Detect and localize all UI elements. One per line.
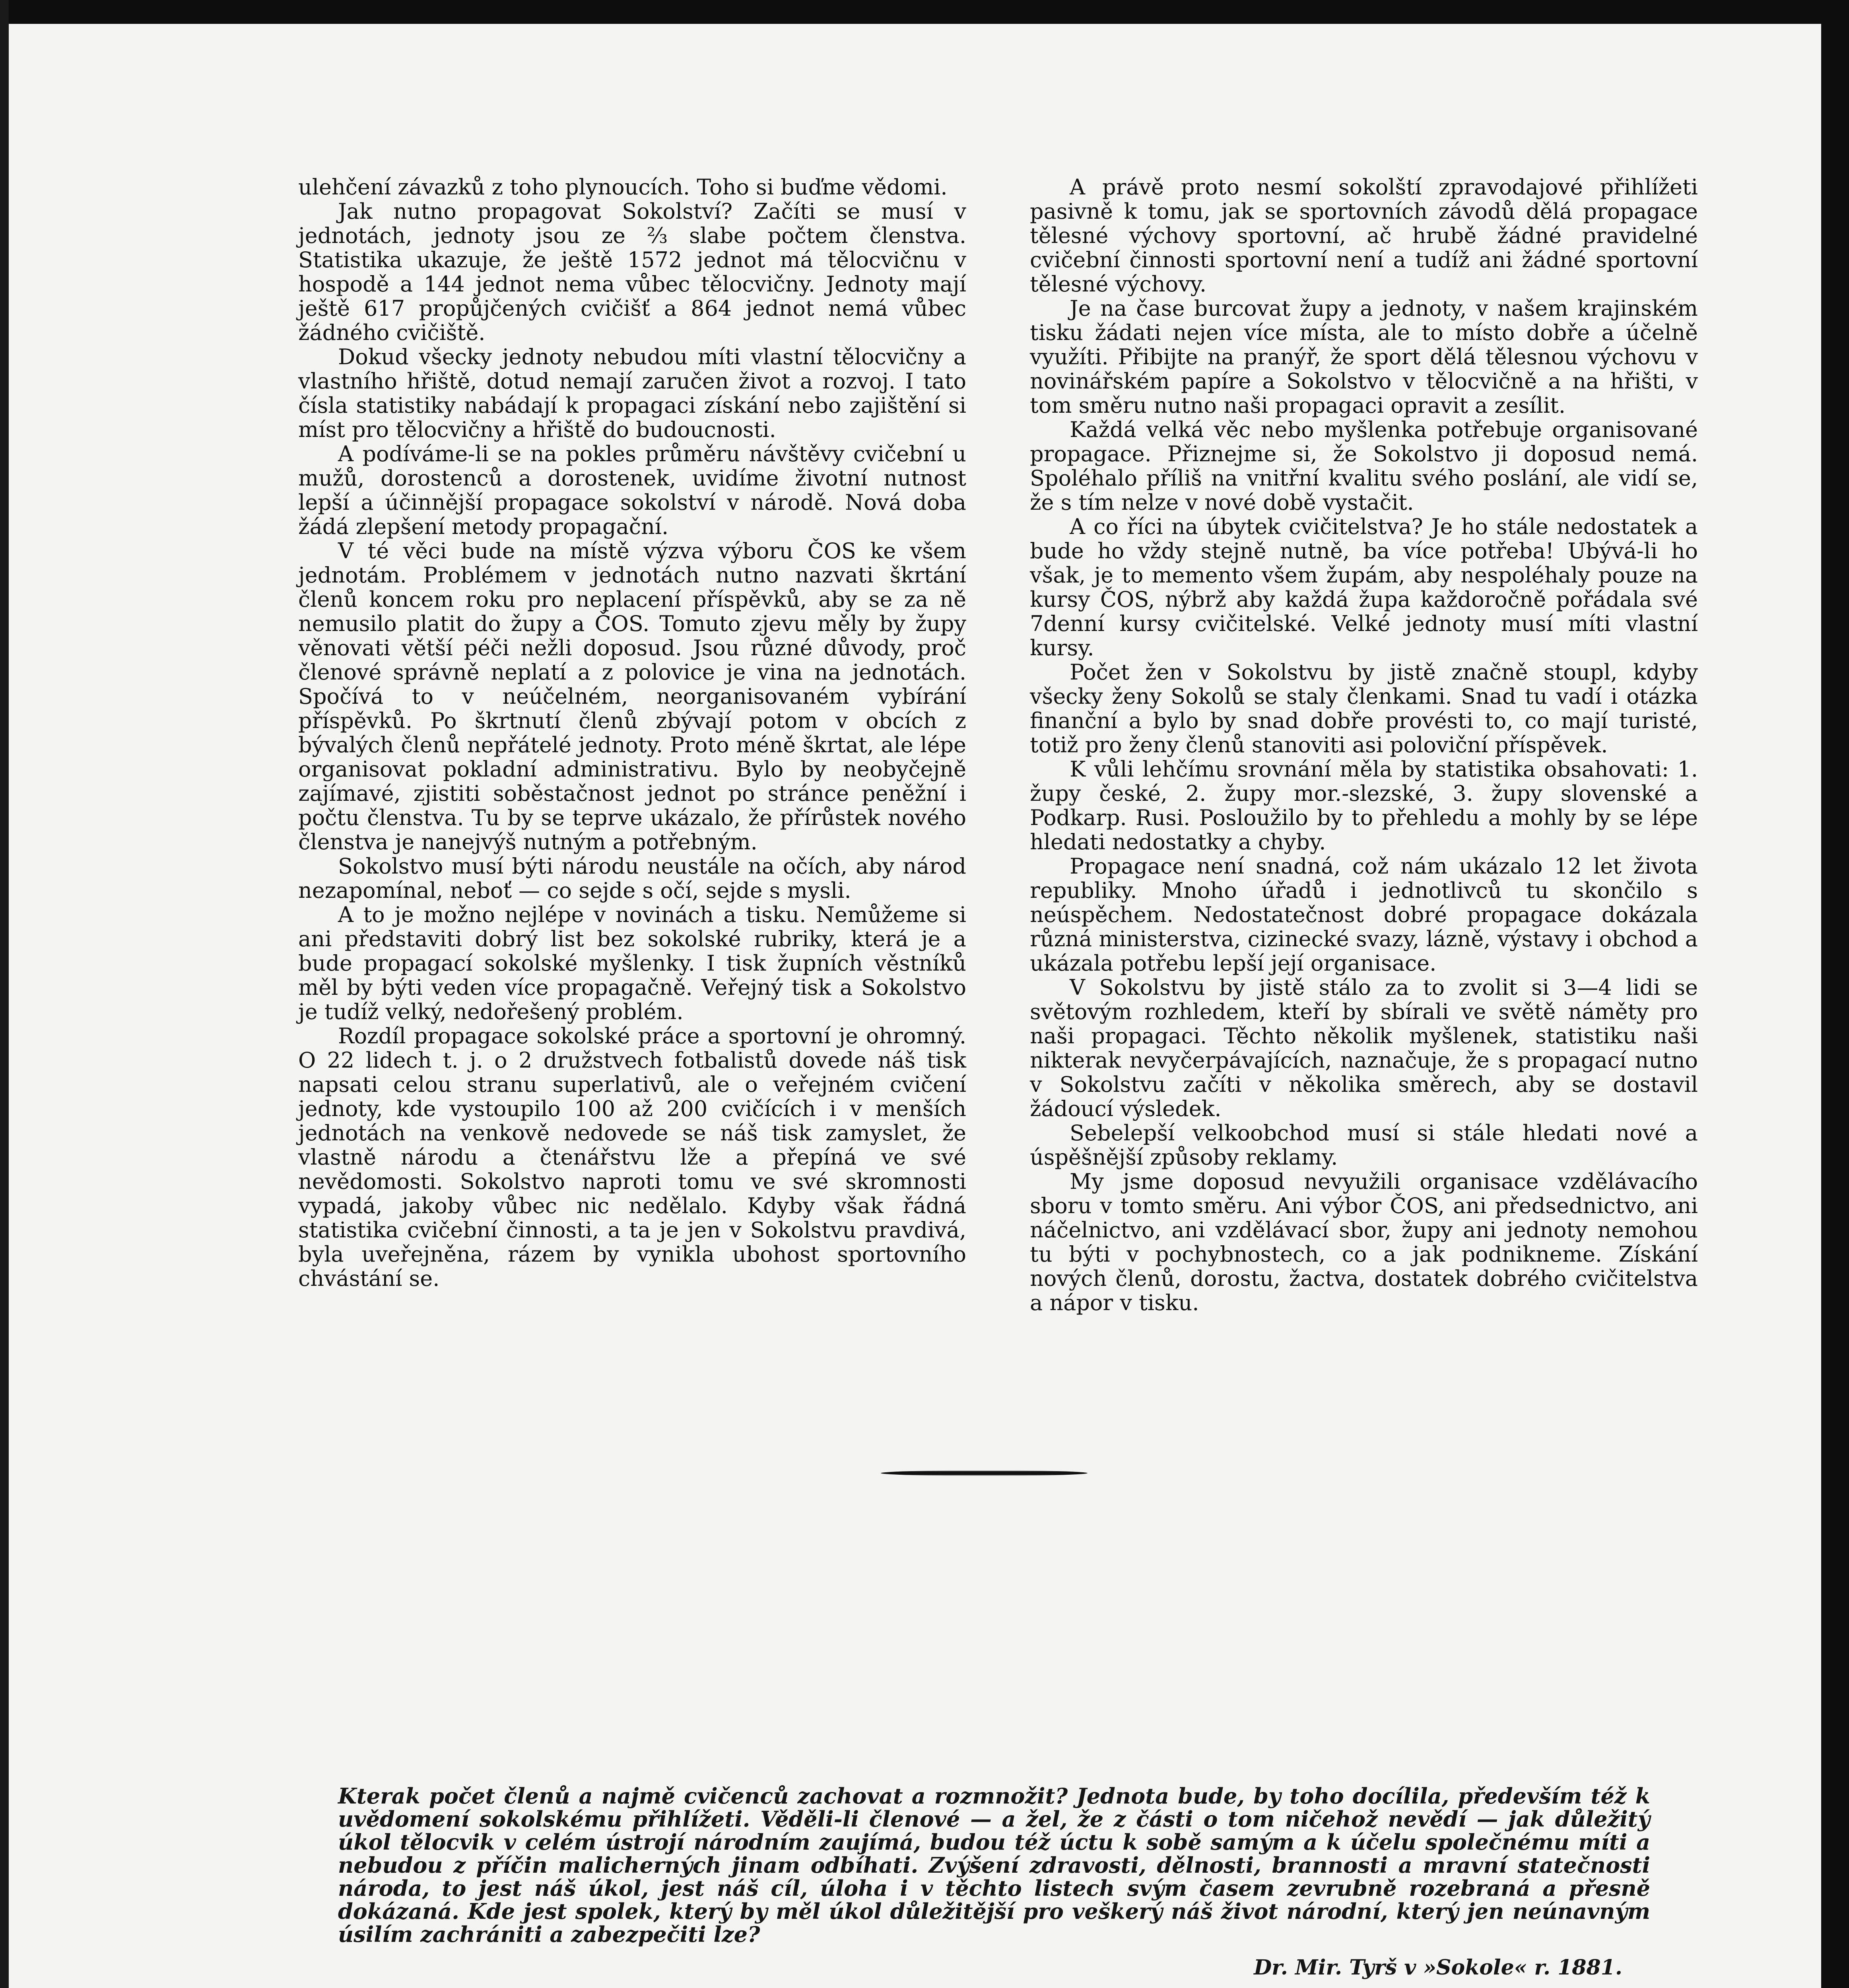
paragraph: A podíváme-li se na pokles průměru návštěvy cvičební u mužů, dorostenců a dorostenek, uvidíme životní nutnost lepší a účinnější propagace sokolství v národě. Nová doba žádá zlepšení metody propagační. <box>298 441 966 539</box>
paragraph: Je na čase burcovat župy a jednoty, v našem krajinském tisku žádati nejen více místa, ale to místo dobře a účelně využíti. Přibijte na pranýř, že sport dělá tělesnou výchovu v novinářském papíre a Sokolstvo v tělocvičně a na hřišti, v tom směru nutno naši propagaci opravit a zesílit. <box>1030 296 1698 418</box>
paragraph: Počet žen v Sokolstvu by jistě značně stoupl, kdyby všecky ženy Sokolů se staly členkami. Snad tu vadí i otázka finanční a bylo by snad dobře provésti to, co mají turisté, totiž pro ženy členů stanoviti asi poloviční příspěvek. <box>1030 660 1698 757</box>
paragraph: Propagace není snadná, což nám ukázalo 12 let života republiky. Mnoho úřadů i jednotlivců tu skončilo s neúspěchem. Nedostatečnost dobré propagace dokázala různá ministerstva, cizinecké svazy, lázně, výstavy i obchod a ukázala potřebu lepší její organisace. <box>1030 854 1698 976</box>
left-text-column <box>298 175 966 1291</box>
paragraph: Jak nutno propagovat Sokolství? Začíti se musí v jednotách, jednoty jsou ze ⅔ slabe počtem členstva. Statistika ukazuje, že ještě 1572 jednot má tělocvičnu v hospodě a 144 jednot nema vůbec tělocvičny. Jednoty mají ještě 617 propůjčených cvičišť a 864 jednot nemá vůbec žádného cvičiště. <box>298 199 966 345</box>
paragraph: Každá velká věc nebo myšlenka potřebuje organisované propagace. Přiznejme si, že Sokolstvo ji doposud nemá. Spoléhalo příliš na vnitřní kvalitu svého poslání, ale vidí se, že s tím nelze v nové době vystačit. <box>1030 417 1698 515</box>
scan-border-right <box>1821 0 1849 1988</box>
paragraph: A to je možno nejlépe v novinách a tisku. Nemůžeme si ani představiti dobrý list bez sokolské rubriky, která je a bude propagací sokolské myšlenky. I tisk župních věstníků měl by býti veden více propagačně. Veřejný tisk a Sokolstvo je tudíž velký, nedořešený problém. <box>298 902 966 1024</box>
paragraph: Rozdíl propagace sokolské práce a sportovní je ohromný. O 22 lidech t. j. o 2 družstvech fotbalistů dovede náš tisk napsati celou stranu superlativů, ale o veřejném cvičení jednoty, kde vystoupilo 100 až 200 cvičících i v menších jednotách na venkově nedovede se náš tisk zamyslet, že vlastně národu a čtenářstvu lže a přepíná ve své nevědomosti. Sokolstvo naproti tomu ve své skromnosti vypadá, jakoby vůbec nic nedělalo. Kdyby však řádná statistika cvičební činnosti, a ta je jen v Sokolstvu pravdivá, byla uveřejněna, rázem by vynikla ubohost sportovního chvástání se. <box>298 1023 966 1291</box>
section-divider <box>881 1470 1088 1476</box>
paragraph: My jsme doposud nevyužili organisace vzdělávacího sboru v tomto směru. Ani výbor ČOS, ani předsednictvo, ani náčelnictvo, ani vzdělávací sbor, župy ani jednoty nemohou tu býti v pochybnostech, co a jak podnikneme. Získání nových členů, dorostu, žactva, dostatek dobrého cvičitelstva a nápor v tisku. <box>1030 1169 1698 1315</box>
right-text-column <box>1030 175 1698 1315</box>
paragraph: ulehčení závazků z toho plynoucích. Toho si buďme vědomi. <box>298 175 948 200</box>
paragraph: A právě proto nesmí sokolští zpravodajové přihlížeti pasivně k tomu, jak se sportovních závodů dělá propagace tělesné výchovy sportovní, ač hrubě žádné pravidelné cvičební činnosti sportovní není a tudíž ani žádné sportovní tělesné výchovy. <box>1030 175 1698 297</box>
tyrs-quote: Kterak počet členů a najmě cvičenců zachovat a rozmnožit? Jednota bude, by toho docílila, především též k uvědomení sokolskému přihlížeti. Věděli-li členové — a žel, že z části o tom ničehož nevědí — jak důležitý úkol tělocvik v celém ústrojí národním zaujímá, budou též úctu k sobě samým a k účelu společnému míti a nebudou z příčin malicherných jinam odbíhati. Zvýšení zdravosti, dělnosti, brannosti a mravní statečnosti národa, to jest náš úkol, jest náš cíl, úloha i v těchto listech svým časem zevrubně rozebraná a přesně dokázaná. Kde jest spolek, který by měl úkol důležitější pro veškerý náš život národní, který jen neúnavným úsilím zachrániti a zabezpečiti lze? <box>338 1783 1650 1947</box>
paragraph: K vůli lehčímu srovnání měla by statistika obsahovati: 1. župy české, 2. župy mor.-slezské, 3. župy slovenské a Podkarp. Rusi. Posloužilo by to přehledu a mohly by se lépe hledati nedostatky a chyby. <box>1030 757 1698 854</box>
paragraph: V Sokolstvu by jistě stálo za to zvolit si 3—4 lidi se světovým rozhledem, kteří by sbírali ve světě náměty pro naši propagaci. Těchto několik myšlenek, statistiku naši nikterak nevyčerpávajících, naznačuje, že s propagací nutno v Sokolstvu začíti v několika směrech, aby se dostavil žádoucí výsledek. <box>1030 975 1698 1121</box>
quote-attribution: Dr. Mir. Tyrš v »Sokole« r. 1881. <box>1254 1955 1622 1980</box>
paragraph: Sebelepší velkoobchod musí si stále hledati nové a úspěšnější způsoby reklamy. <box>1030 1120 1698 1170</box>
scan-border-top <box>0 0 1849 24</box>
paragraph: Dokud všecky jednoty nebudou míti vlastní tělocvičny a vlastního hřiště, dotud nemají zaručen život a rozvoj. I tato čísla statistiky nabádají k propagaci získání nebo zajištění si míst pro tělocvičny a hřiště do budoucnosti. <box>298 344 966 442</box>
scan-border-left <box>0 0 9 1988</box>
paragraph: Sokolstvo musí býti národu neustále na očích, aby národ nezapomínal, neboť — co sejde s očí, sejde s mysli. <box>298 854 966 903</box>
paragraph: V té věci bude na místě výzva výboru ČOS ke všem jednotám. Problémem v jednotách nutno nazvati škrtání členů koncem roku pro neplacení příspěvků, aby se za ně nemusilo platit do župy a ČOS. Tomuto zjevu měly by župy věnovati větší péči nežli doposud. Jsou různé důvody, proč členové správně neplatí a z polovice je vina na jednotách. Spočívá to v neúčelném, neorganisovaném vybírání příspěvků. Po škrtnutí členů zbývají potom v obcích z bývalých členů nepřátelé jednoty. Proto méně škrtat, ale lépe organisovat pokladní administrativu. Bylo by neobyčejně zajímavé, zjistiti soběstačnost jednot po stránce peněžní i počtu členstva. Tu by se teprve ukázalo, že přírůstek nového členstva je nanejvýš nutným a potřebným. <box>298 538 966 854</box>
paragraph: A co říci na úbytek cvičitelstva? Je ho stále nedostatek a bude ho vždy stejně nutně, ba více potřeba! Ubývá-li ho však, je to memento všem župám, aby nespoléhaly pouze na kursy ČOS, nýbrž aby každá župa každoročně pořádala své 7denní kursy cvičitelské. Velké jednoty musí míti vlastní kursy. <box>1030 514 1698 660</box>
